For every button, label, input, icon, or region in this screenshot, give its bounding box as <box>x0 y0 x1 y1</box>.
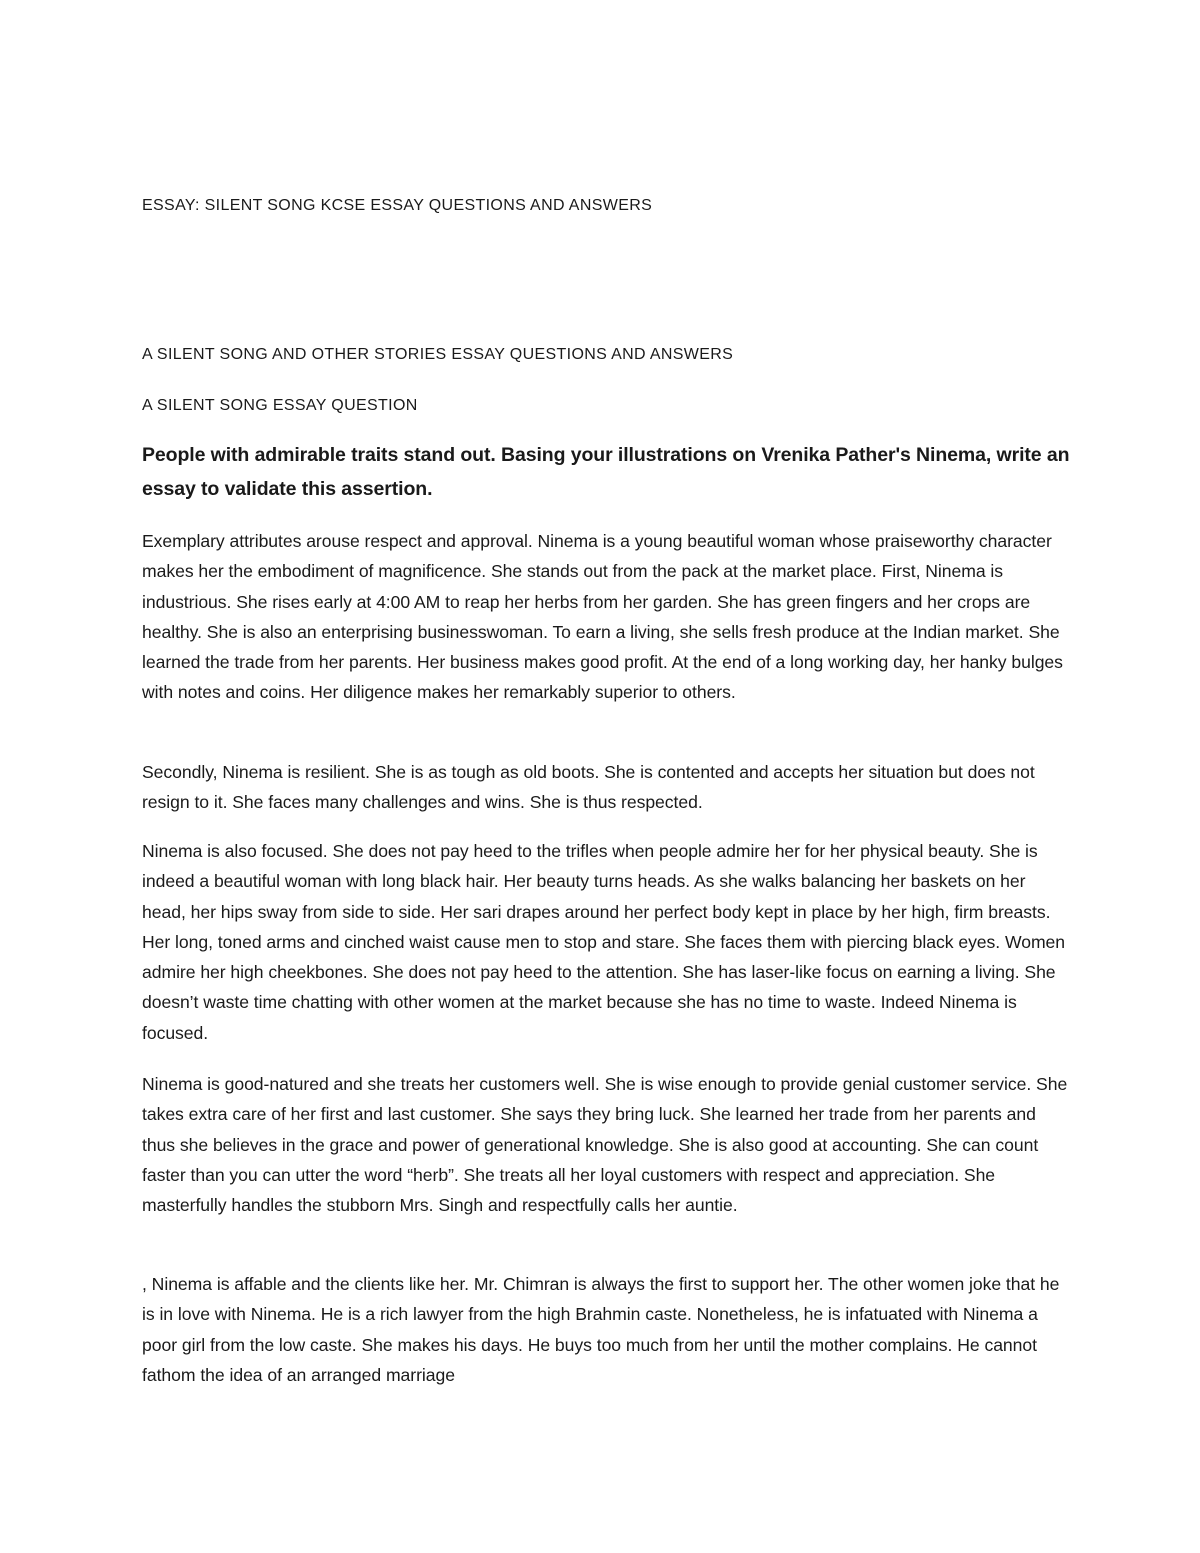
essay-question: People with admirable traits stand out. Basing your illustrations on Vrenika Pather's Ninema, write an essay to validate this assertion. <box>142 444 1070 500</box>
document-subtitle: A SILENT SONG AND OTHER STORIES ESSAY QUESTIONS AND ANSWERS <box>142 346 734 363</box>
paragraph-intro: Exemplary attributes arouse respect and approval. Ninema is a young beautiful woman whose praiseworthy character makes her the embodiment of magnificence. She stands out from the pack at the market place. First, Ninema is industrious. She rises early at 4:00 AM to reap her herbs from her garden. She has green fingers and her crops are healthy. She is also an enterprising businesswoman. To earn a living, she sells fresh produce at the Indian market. She learned the trade from her parents. Her business makes good profit. At the end of a long working day, her hanky bulges with notes and coins. Her diligence makes her remarkably superior to others. <box>142 531 1063 703</box>
paragraph-focused: Ninema is also focused. She does not pay heed to the trifles when people admire her for her physical beauty. She is indeed a beautiful woman with long black hair. Her beauty turns heads. As she walks balancing her baskets on her head, her hips sway from side to side. Her sari drapes around her perfect body kept in place by her high, firm breasts. Her long, toned arms and cinched waist cause men to stop and stare. She faces them with piercing black eyes. Women admire her high cheekbones. She does not pay heed to the attention. She has laser-like focus on earning a living. She doesn’t waste time chatting with other women at the market because she has no time to waste. Indeed Ninema is focused. <box>142 841 1066 1043</box>
question-label: A SILENT SONG ESSAY QUESTION <box>142 397 418 414</box>
paragraph-good-natured: Ninema is good-natured and she treats her customers well. She is wise enough to provide genial customer service. She takes extra care of her first and last customer. She says they bring luck. She learned her trade from her parents and thus she believes in the grace and power of generational knowledge. She is also good at accounting. She can count faster than you can utter the word “herb”. She treats all her loyal customers with respect and appreciation. She masterfully handles the stubborn Mrs. Singh and respectfully calls her auntie. <box>142 1074 1068 1216</box>
document-title: ESSAY: SILENT SONG KCSE ESSAY QUESTIONS AND ANSWERS <box>142 197 653 214</box>
paragraph-resilient: Secondly, Ninema is resilient. She is as tough as old boots. She is contented and accepts her situation but does not resign to it. She faces many challenges and wins. She is thus respected. <box>142 762 1035 813</box>
paragraph-affable: , Ninema is affable and the clients like her. Mr. Chimran is always the first to support her. The other women joke that he is in love with Ninema. He is a rich lawyer from the high Brahmin caste. Nonetheless, he is infatuated with Ninema a poor girl from the low caste. She makes his days. He buys too much from her until the mother complains. He cannot fathom the idea of an arranged marriage <box>142 1274 1060 1385</box>
